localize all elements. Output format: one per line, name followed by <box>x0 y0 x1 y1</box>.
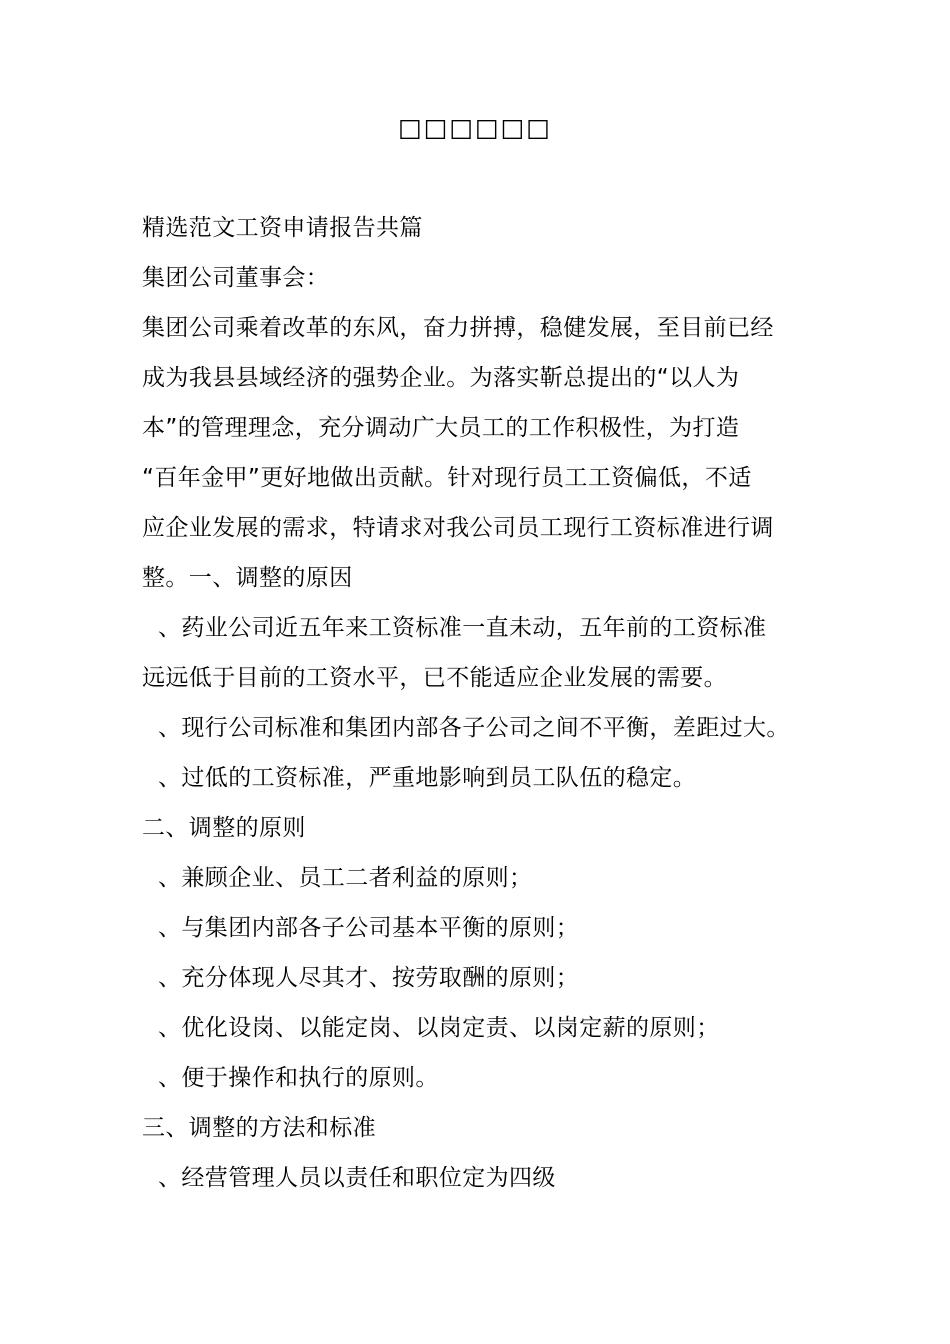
text-line: 、充分体现人尽其才、按劳取酬的原则； <box>158 965 580 991</box>
text-line: 本”的管理理念，充分调动广大员工的工作积极性，为打造 <box>142 415 740 441</box>
text-line: 远远低于目前的工资水平，已不能适应企业发展的需要。 <box>142 665 727 691</box>
text-line: 、兼顾企业、员工二者利益的原则； <box>158 865 533 891</box>
text-line: 应企业发展的需求，特请求对我公司员工现行工资标准进行调 <box>142 515 774 541</box>
text-line: 、药业公司近五年来工资标准一直未动，五年前的工资标准 <box>158 615 767 641</box>
text-line: 、过低的工资标准，严重地影响到员工队伍的稳定。 <box>158 765 697 791</box>
text-line: 、优化设岗、以能定岗、以岗定责、以岗定薪的原则； <box>158 1015 720 1041</box>
text-line: 精选范文工资申请报告共篇 <box>142 215 423 241</box>
text-line: 集团公司董事会： <box>142 265 330 291</box>
text-line: 、经营管理人员以责任和职位定为四级 <box>158 1165 556 1191</box>
document-title: □□□□□□ <box>398 113 552 142</box>
text-line: 、便于操作和执行的原则。 <box>158 1065 439 1091</box>
text-line: 、现行公司标准和集团内部各子公司之间不平衡，差距过大。 <box>158 715 790 741</box>
section-heading: 二、调整的原则 <box>142 815 306 841</box>
text-line: 整。一、调整的原因 <box>142 565 353 591</box>
text-line: 成为我县县域经济的强势企业。为落实靳总提出的“以人为 <box>142 365 740 391</box>
text-line: “百年金甲”更好地做出贡献。针对现行员工工资偏低，不适 <box>142 465 752 491</box>
document-body <box>142 208 822 1208</box>
section-heading: 三、调整的方法和标准 <box>142 1115 376 1141</box>
text-line: 集团公司乘着改革的东风，奋力拼搏，稳健发展，至目前已经 <box>142 315 774 341</box>
text-line: 、与集团内部各子公司基本平衡的原则； <box>158 915 580 941</box>
